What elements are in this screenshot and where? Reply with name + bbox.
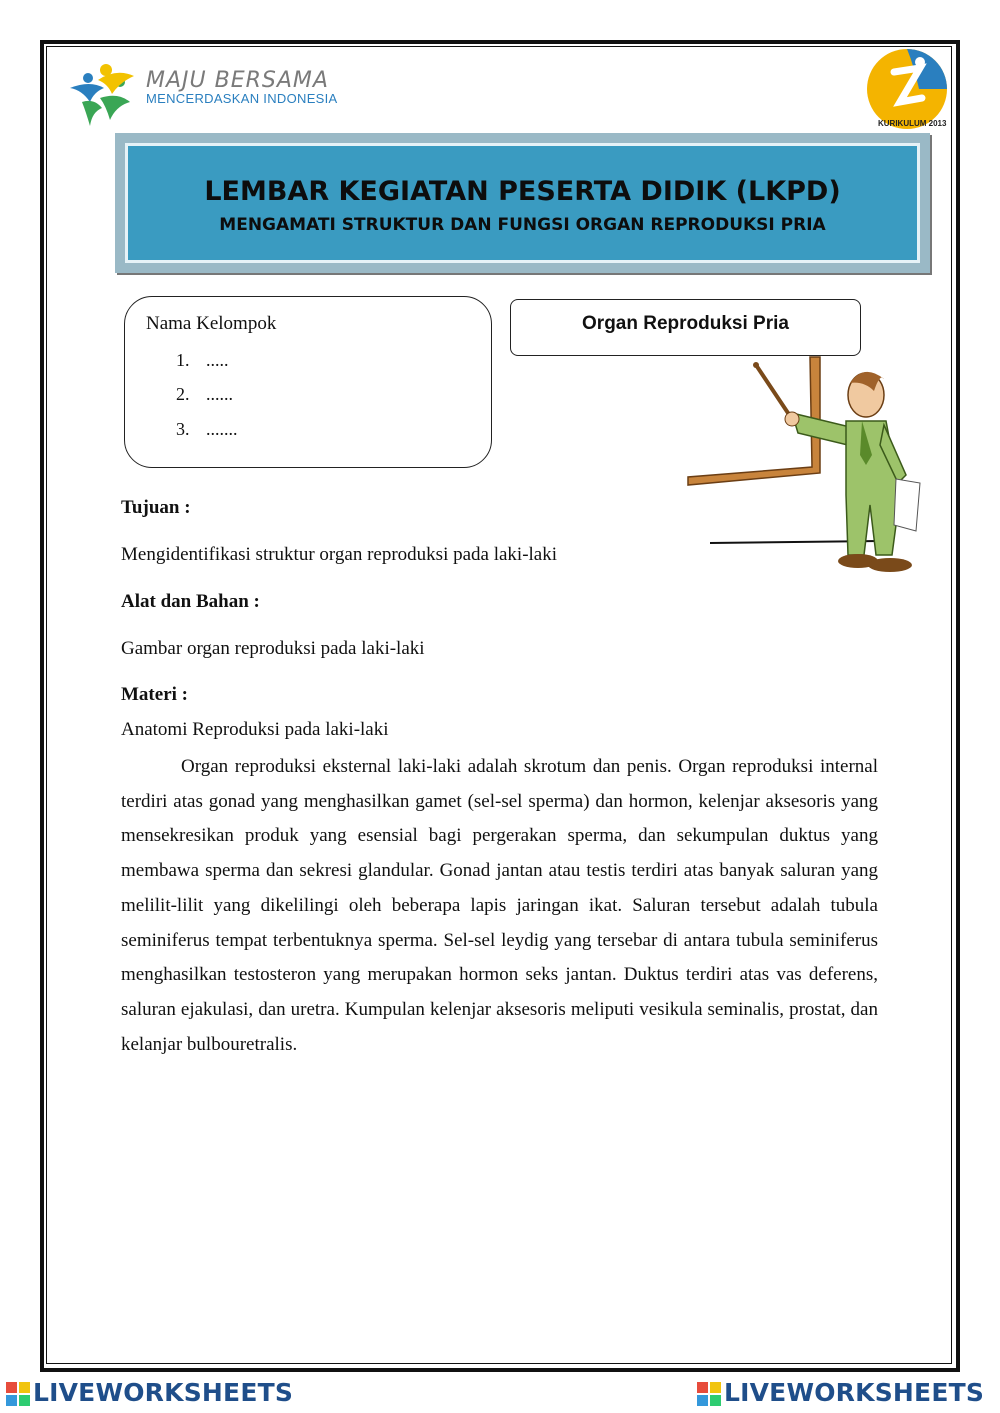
- liveworksheets-brand-left[interactable]: [6, 1378, 293, 1407]
- list-number: 3.: [176, 419, 190, 439]
- group-member-1[interactable]: [176, 350, 229, 371]
- member-name-field: ......: [206, 384, 233, 404]
- topic-box: Organ Reproduksi Pria: [510, 299, 861, 356]
- kurikulum-2013-logo-icon: [864, 46, 950, 132]
- brand-subtitle: MENCERDASKAN INDONESIA: [146, 91, 338, 106]
- maju-bersama-logo-icon: [60, 58, 140, 130]
- page-subtitle: MENGAMATI STRUKTUR DAN FUNGSI ORGAN REPRODUKSI PRIA: [219, 215, 826, 235]
- list-number: 1.: [176, 350, 190, 370]
- kurikulum-badge-text: KURIKULUM 2013: [878, 119, 947, 128]
- group-member-3[interactable]: [176, 419, 238, 440]
- group-names-label: Nama Kelompok: [146, 313, 277, 334]
- liveworksheets-logo-icon: [6, 1382, 30, 1406]
- liveworksheets-logo-icon: [697, 1382, 721, 1406]
- title-banner: [115, 133, 930, 273]
- group-member-2[interactable]: [176, 384, 233, 405]
- materi-heading: Materi :: [121, 684, 188, 705]
- brand-label: LIVEWORKSHEETS: [33, 1378, 294, 1407]
- member-name-field: .....: [206, 350, 229, 370]
- alat-text: Gambar organ reproduksi pada laki-laki: [121, 638, 425, 659]
- liveworksheets-brand-right[interactable]: [697, 1378, 984, 1407]
- member-name-field: .......: [206, 419, 238, 439]
- list-number: 2.: [176, 384, 190, 404]
- materi-paragraph: Organ reproduksi eksternal laki-laki adalah skrotum dan penis. Organ reproduksi internal terdiri atas gonad yang menghasilkan gamet (sel-sel sperma) dan hormon, kelenjar aksesoris yang mensekresikan produk yang esensial bagi pergerakan sperma, dan sekumpulan duktus yang membawa sperma dan sekresi glandular. Gonad jantan atau testis terdiri atas banyak saluran yang melilit-lilit yang dikelilingi oleh beberapa lapis jaringan ikat. Saluran tersebut adalah tubula seminiferus tempat terbentuknya sperma. Sel-sel leydig yang tersebar di antara tubula seminiferus menghasilkan testosteron yang merupakan hormon seks jantan. Duktus terdiri atas vas deferens, saluran ejakulasi, dan uretra. Kumpulan kelenjar aksesoris meliputi vesikula seminalis, prostat, dan kelanjar bulbouretralis.: [121, 756, 878, 1055]
- title-banner-inner: [125, 143, 920, 263]
- brand-title: MAJU BERSAMA: [146, 68, 329, 93]
- tujuan-text: Mengidentifikasi struktur organ reproduksi pada laki-laki: [121, 544, 558, 565]
- page-title: LEMBAR KEGIATAN PESERTA DIDIK (LKPD): [204, 176, 841, 207]
- brand-label: LIVEWORKSHEETS: [724, 1378, 985, 1407]
- tujuan-heading: Tujuan :: [121, 497, 191, 518]
- materi-subtitle: Anatomi Reproduksi pada laki-laki: [121, 719, 389, 740]
- alat-heading: Alat dan Bahan :: [121, 591, 260, 612]
- teacher-pointing-illustration: [680, 355, 935, 580]
